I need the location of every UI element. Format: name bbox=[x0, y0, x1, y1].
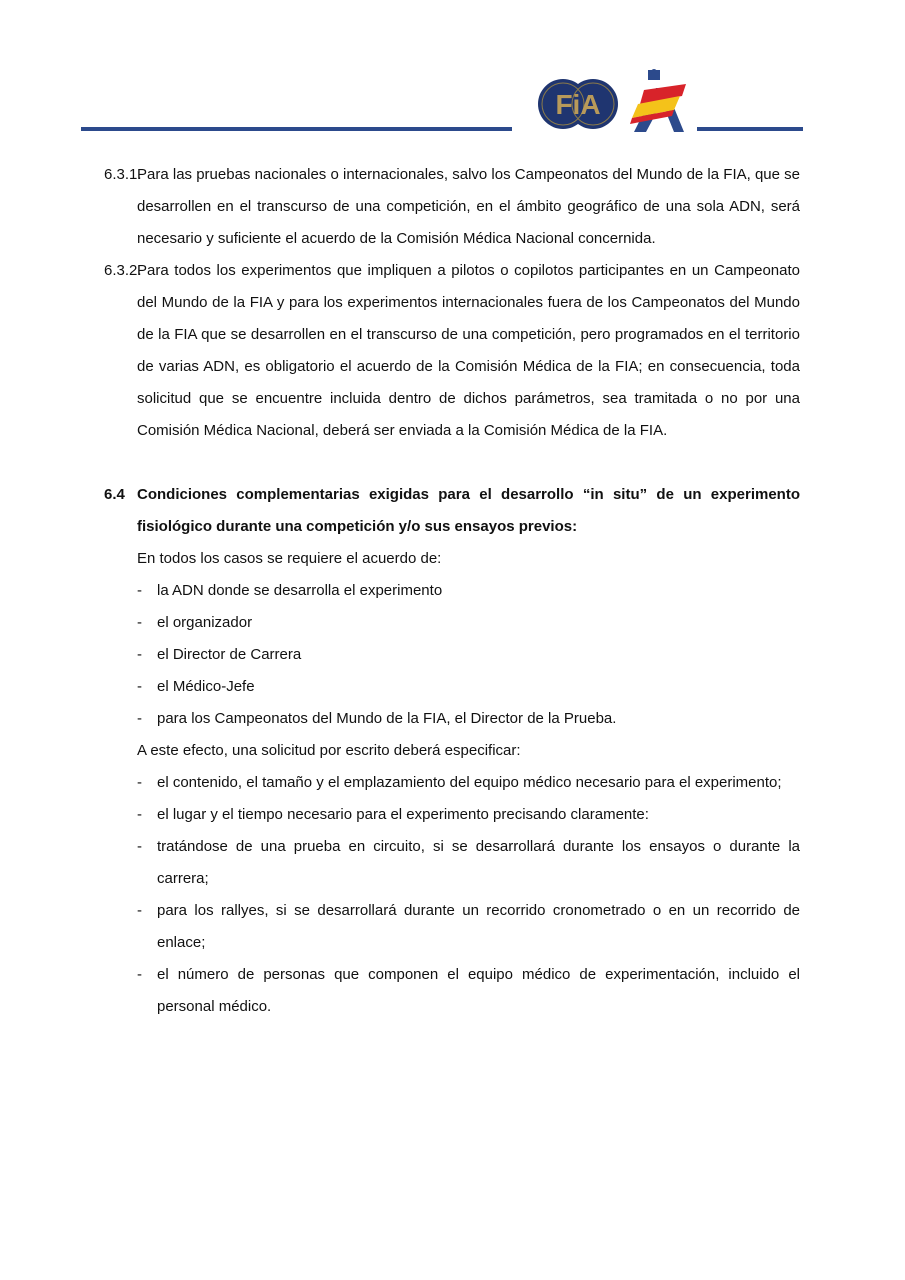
svg-text:FiA: FiA bbox=[555, 89, 601, 120]
rfea-logo bbox=[626, 66, 688, 134]
list-item: - el número de personas que componen el equipo médico de experimentación, incluido el personal médico. bbox=[137, 966, 800, 1015]
clause-number: 6.3.2. bbox=[104, 262, 142, 279]
clause-text: Para las pruebas nacionales o internacionales, salvo los Campeonatos del Mundo de la FIA, que se desarrollen en el transcurso de una competición, en el ámbito geográfico de una sola ADN, será necesario y suficiente el acuerdo de la Comisión Médica Nacional concernida. bbox=[137, 166, 800, 247]
list-item: - el contenido, el tamaño y el emplazamiento del equipo médico necesario para el experimento; bbox=[137, 774, 782, 791]
document-body bbox=[104, 159, 800, 1023]
clause-6-3-2 bbox=[104, 255, 800, 447]
intro-text: En todos los casos se requiere el acuerdo de: bbox=[137, 550, 442, 567]
header-rule-left bbox=[81, 127, 512, 131]
list-item: - tratándose de una prueba en circuito, si se desarrollará durante los ensayos o durante la carrera; bbox=[137, 838, 800, 887]
required-agreements-list bbox=[104, 575, 800, 735]
clause-6-3-1 bbox=[104, 159, 800, 255]
request-contents-list bbox=[104, 767, 800, 1023]
list-item: - el Director de Carrera bbox=[137, 646, 302, 663]
intro-text: A este efecto, una solicitud por escrito deberá especificar: bbox=[137, 742, 521, 759]
list-item: - el lugar y el tiempo necesario para el experimento precisando claramente: bbox=[137, 806, 649, 823]
list-item: - el organizador bbox=[137, 614, 253, 631]
section-number: 6.4 bbox=[104, 486, 125, 503]
list-item: - la ADN donde se desarrolla el experimento bbox=[137, 582, 443, 599]
section-title: Condiciones complementarias exigidas para el desarrollo “in situ” de un experimento fisiológico durante una competición y/o sus ensayos previos: bbox=[137, 486, 800, 535]
list-item: - para los rallyes, si se desarrollará durante un recorrido cronometrado o en un recorrido de enlace; bbox=[137, 902, 800, 951]
clause-number: 6.3.1. bbox=[104, 166, 142, 183]
list-item: - el Médico-Jefe bbox=[137, 678, 255, 695]
section-6-4-heading bbox=[104, 479, 800, 543]
header-rule-right bbox=[697, 127, 803, 131]
list-item: - para los Campeonatos del Mundo de la FIA, el Director de la Prueba. bbox=[137, 710, 617, 727]
fia-logo bbox=[537, 76, 619, 132]
clause-text: Para todos los experimentos que impliquen a pilotos o copilotos participantes en un Campeonato del Mundo de la FIA y para los experimentos internacionales fuera de los Campeonatos del Mundo de la FIA que se desarrollen en el transcurso de una competición, pero programados en el territorio de varias ADN, es obligatorio el acuerdo de la Comisión Médica de la FIA; en consecuencia, toda solicitud que se encuentre incluida dentro de dichos parámetros, sea tramitada o no por una Comisión Médica Nacional, deberá ser enviada a la Comisión Médica de la FIA. bbox=[137, 262, 800, 439]
